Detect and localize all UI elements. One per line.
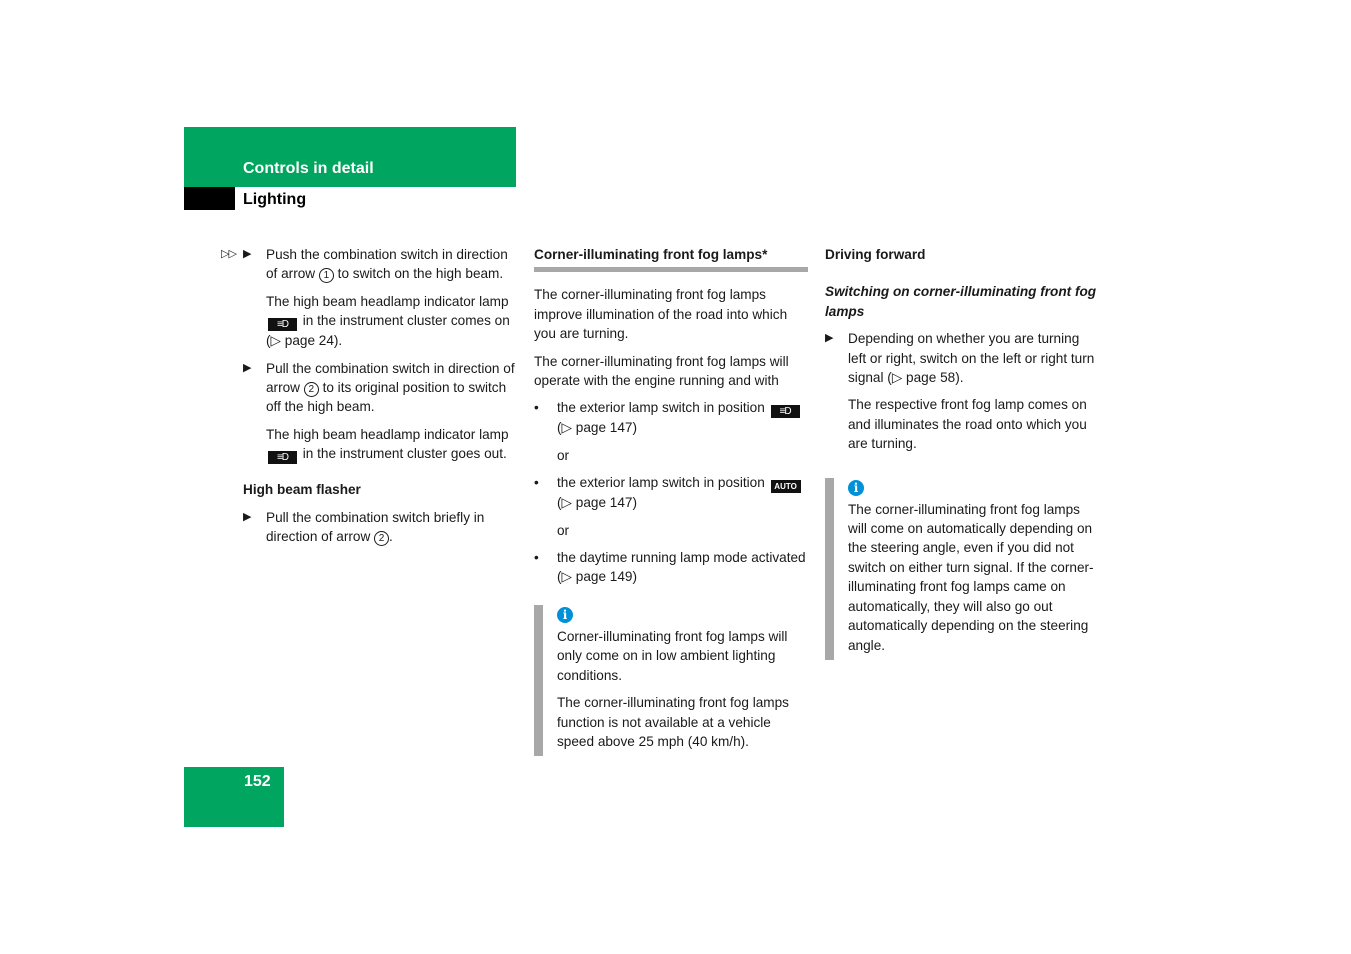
step-text: Depending on whether you are turning left or right, switch on the left or right turn signal (▷ page 58).: [848, 331, 1095, 386]
result-text: in the instrument cluster comes on (▷ page 24).: [266, 313, 510, 349]
header-marker: [184, 187, 235, 210]
step-turn-signal: [825, 329, 1099, 387]
heading-switching-on: Switching on corner-illuminating front fog lamps: [825, 284, 1097, 319]
page-number: 152: [244, 773, 271, 790]
step-arrow-icon: ▶: [243, 248, 252, 260]
result-fog-lamp: The respective front fog lamp comes on and illuminates the road onto which you are turning.: [848, 397, 1087, 452]
step-text: Pull the combination switch in direction of arrow: [266, 360, 515, 396]
info-note: [825, 478, 1099, 655]
bullet-icon: •: [534, 550, 539, 566]
step-push-switch: [221, 245, 518, 284]
low-beam-icon: ≡D: [771, 405, 800, 418]
arrow-number-2: 2: [304, 382, 319, 397]
paragraph: The corner-illuminating front fog lamps improve illumination of the road into which you are turning.: [534, 287, 788, 342]
list-item-text: the exterior lamp switch in position: [557, 400, 765, 416]
step-arrow-icon: ▶: [825, 332, 834, 345]
result-text: The high beam headlamp indicator lamp: [266, 426, 509, 442]
info-icon: i: [848, 480, 864, 496]
heading-corner-fog-lamps: Corner-illuminating front fog lamps*: [534, 245, 808, 272]
step-text: to its original position to switch off the high beam.: [266, 380, 507, 415]
column-3: [825, 245, 1099, 655]
note-bar: [825, 478, 834, 660]
list-item: [534, 473, 808, 512]
note-text: Corner-illuminating front fog lamps will only come on in low ambient lighting conditions.: [557, 628, 788, 683]
auto-icon: AUTO: [771, 480, 801, 493]
step-arrow-icon: ▶: [243, 361, 252, 374]
heading-high-beam-flasher: High beam flasher: [243, 482, 361, 498]
note-text: The corner-illuminating front fog lamps will come on automatically depending on the steering angle, even if you did not switch on either turn signal. If the corner-illuminating front fog lamps came on automatically, they will also go out automatically depending on the steering angle.: [848, 501, 1094, 653]
list-item-text: (▷ page 147): [557, 420, 637, 436]
list-item-text: the daytime running lamp mode activated (▷ page 149): [557, 550, 806, 585]
info-note: [534, 605, 808, 751]
note-text: The corner-illuminating front fog lamps function is not available at a vehicle speed above 25 mph (40 km/h).: [557, 695, 789, 749]
result-indicator-on: [243, 292, 518, 351]
result-text: The high beam headlamp indicator lamp: [266, 293, 509, 309]
step-arrow-icon: ▶: [243, 510, 252, 523]
step-text: to switch on the high beam.: [337, 266, 504, 282]
list-item: [534, 548, 808, 587]
column-2: [534, 245, 808, 751]
section-title: Controls in detail: [243, 160, 374, 177]
step-text: Push the combination switch in direction of arrow: [266, 247, 508, 282]
high-beam-lamp-icon: ≡D: [268, 451, 297, 464]
or-text: or: [557, 522, 570, 538]
heading-driving-forward: Driving forward: [825, 247, 926, 262]
list-item: [534, 398, 808, 437]
bullet-icon: •: [534, 400, 539, 416]
or-text: or: [557, 447, 570, 463]
list-item-text: (▷ page 147): [557, 495, 637, 511]
result-indicator-off: [243, 425, 518, 464]
arrow-number-1: 1: [319, 268, 334, 283]
high-beam-lamp-icon: ≡D: [268, 318, 297, 331]
step-flash: [243, 508, 518, 547]
column-1: [221, 245, 518, 554]
info-icon: i: [557, 607, 573, 623]
step-pull-switch: [243, 359, 518, 417]
note-bar: [534, 605, 543, 756]
list-item-text: the exterior lamp switch in position: [557, 475, 765, 491]
subsection-title: Lighting: [243, 191, 307, 208]
result-text: in the instrument cluster goes out.: [302, 446, 507, 462]
step-text: .: [389, 529, 393, 545]
arrow-number-2: 2: [374, 531, 389, 546]
paragraph: The corner-illuminating front fog lamps will operate with the engine running and with: [534, 353, 789, 389]
step-text: Pull the combination switch briefly in direction of arrow: [266, 509, 485, 545]
bullet-icon: •: [534, 475, 539, 491]
continuation-arrows-icon: ▷▷: [221, 248, 236, 260]
